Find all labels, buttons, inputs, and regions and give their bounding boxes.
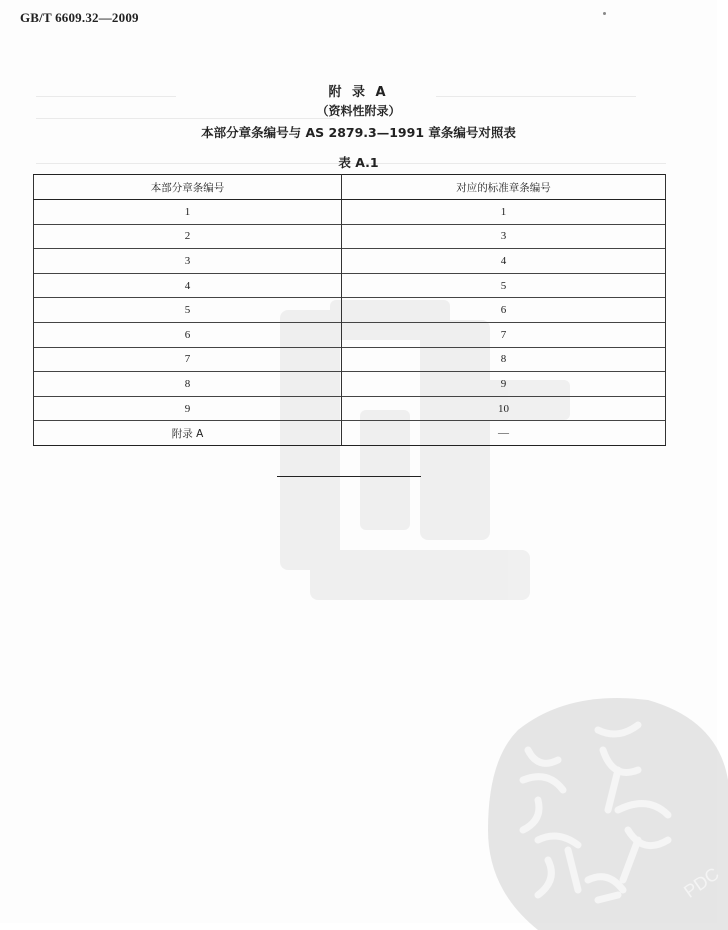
table-row	[34, 347, 666, 372]
table-cell: 7	[34, 347, 342, 372]
table-header-row	[34, 175, 666, 200]
table-row	[34, 421, 666, 446]
seal-watermark	[478, 690, 728, 930]
table-row	[34, 273, 666, 298]
table-cell: 4	[342, 249, 666, 274]
table-cell: 5	[34, 298, 342, 323]
table-cell: 8	[342, 347, 666, 372]
end-of-document-rule	[277, 476, 421, 477]
table-cell: 10	[342, 396, 666, 421]
table-cell: —	[342, 421, 666, 446]
table-cell: 6	[342, 298, 666, 323]
table-row	[34, 249, 666, 274]
table-row	[34, 200, 666, 225]
table-cell: 3	[34, 249, 342, 274]
table-cell: 6	[34, 322, 342, 347]
table-caption: 表 A.1	[338, 155, 379, 170]
standard-code: GB/T 6609.32—2009	[20, 10, 139, 25]
table-cell: 9	[342, 372, 666, 397]
table-row	[34, 298, 666, 323]
appendix-subtitle: （资料性附录）	[316, 104, 401, 118]
seal-corner-text: PDC	[680, 863, 723, 902]
clause-mapping-table	[33, 174, 666, 446]
table-cell: 1	[34, 200, 342, 225]
appendix-title: 附 录 A	[328, 85, 389, 100]
table-row	[34, 372, 666, 397]
table-cell: 1	[342, 200, 666, 225]
table-cell: 3	[342, 224, 666, 249]
appendix-heading: 本部分章条编号与 AS 2879.3—1991 章条编号对照表	[201, 125, 516, 140]
table-row	[34, 322, 666, 347]
table-row	[34, 224, 666, 249]
table-cell: 8	[34, 372, 342, 397]
table-cell: 9	[34, 396, 342, 421]
table-cell: 4	[34, 273, 342, 298]
table-cell: 附录 A	[34, 421, 342, 446]
table-row	[34, 396, 666, 421]
table-cell: 5	[342, 273, 666, 298]
table-cell: 7	[342, 322, 666, 347]
table-cell: 2	[34, 224, 342, 249]
scan-dot	[603, 12, 606, 15]
column-header-this-part: 本部分章条编号	[34, 175, 342, 200]
column-header-corresponding-standard: 对应的标准章条编号	[342, 175, 666, 200]
